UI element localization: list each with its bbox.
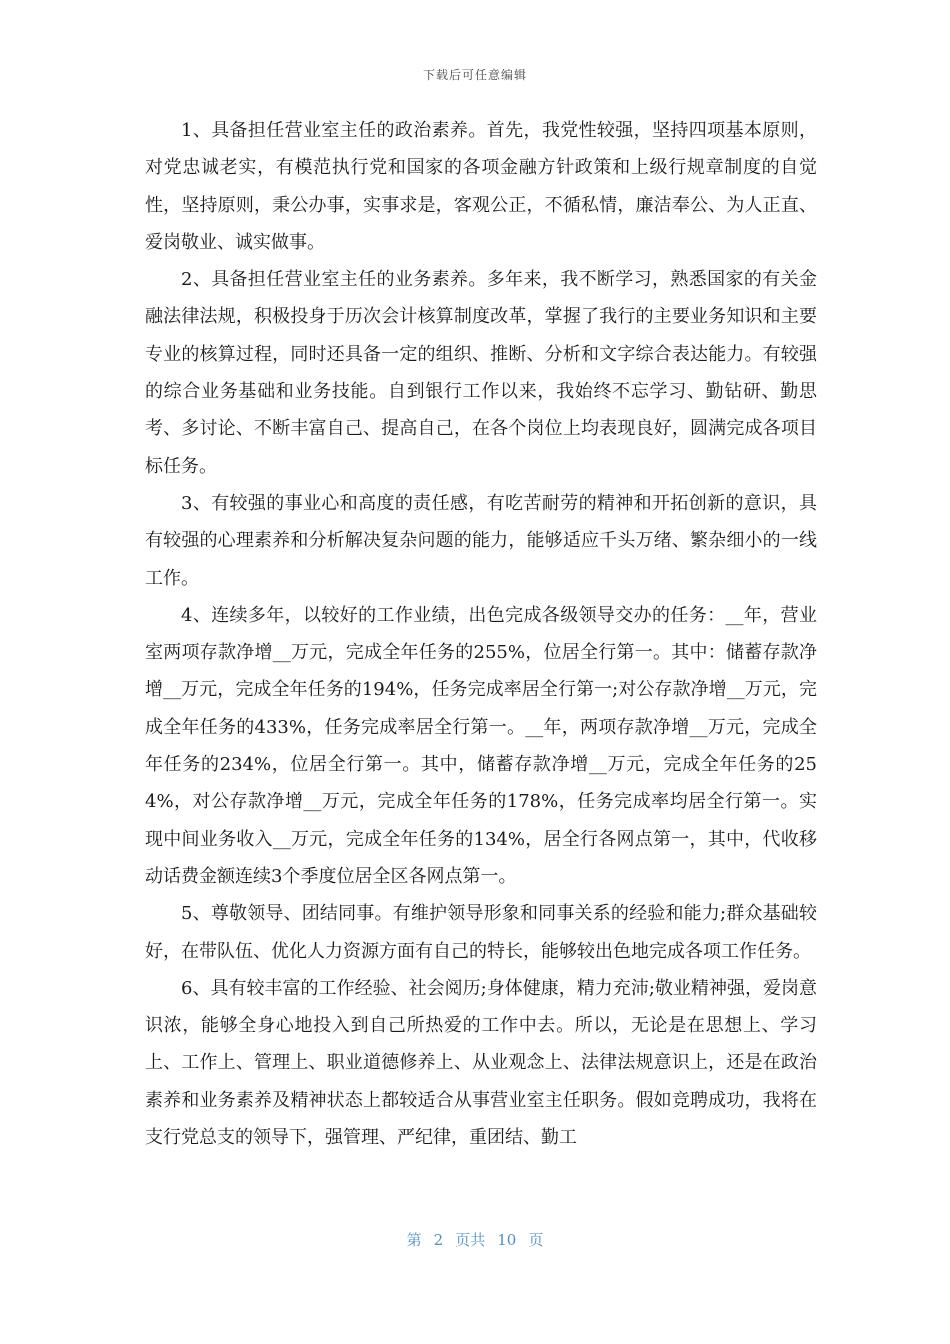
paragraph-5: 5、尊敬领导、团结同事。有维护领导形象和同事关系的经验和能力;群众基础较好，在带队伍、优化人力资源方面有自己的特长，能够较出色地完成各项工作任务。	[145, 903, 817, 962]
paragraph-1: 1、具备担任营业室主任的政治素养。首先，我党性较强，坚持四项基本原则，对党忠诚老实，有模范执行党和国家的各项金融方针政策和上级行规章制度的自觉性，坚持原则，秉公办事，实事求是，客观公正，不循私情，廉洁奉公、为人正直、爱岗敬业、诚实做事。	[145, 120, 817, 253]
header-note: 下载后可任意编辑	[422, 68, 527, 82]
paragraph-3: 3、有较强的事业心和高度的责任感，有吃苦耐劳的精神和开拓创新的意识，具有较强的心理素养和分析解决复杂问题的能力，能够适应千头万绪、繁杂细小的一线工作。	[145, 492, 817, 589]
footer-suffix: 页	[528, 1231, 544, 1249]
paragraph-4: 4、连续多年，以较好的工作业绩，出色完成各级领导交办的任务：__年，营业室两项存款净增__万元，完成全年任务的255%，位居全行第一。其中：储蓄存款净增__万元，完成全年任务的194%，任务完成率居全行第一;对公存款净增__万元，完成全年任务的433%，任务完成率居全行第一。__年，两项存款净增__万元，完成全年任务的234%，位居全行第一。其中，储蓄存款净增__万元，完成全年任务的254%，对公存款净增__万元，完成全年任务的178%，任务完成率均居全行第一。实现中间业务收入__万元，完成全年任务的134%，居全行各网点第一，其中，代收移动话费金额连续3个季度位居全区各网点第一。	[145, 604, 817, 887]
page-footer	[0, 1229, 950, 1250]
footer-page-number: 2	[433, 1231, 444, 1249]
document-body	[145, 112, 817, 1156]
footer-middle: 页共	[455, 1231, 486, 1249]
paragraph-2: 2、具备担任营业室主任的业务素养。多年来，我不断学习，熟悉国家的有关金融法律法规，积极投身于历次会计核算制度改革，掌握了我行的主要业务知识和主要专业的核算过程，同时还具备一定的组织、推断、分析和文字综合表达能力。有较强的综合业务基础和业务技能。自到银行工作以来，我始终不忘学习、勤钻研、勤思考、多讨论、不断丰富自己、提高自己，在各个岗位上均表现良好，圆满完成各项目标任务。	[145, 269, 817, 477]
footer-prefix: 第	[406, 1231, 422, 1249]
footer-total-pages: 10	[497, 1231, 517, 1249]
paragraph-6: 6、具有较丰富的工作经验、社会阅历;身体健康，精力充沛;敬业精神强，爱岗意识浓，能够全身心地投入到自己所热爱的工作中去。所以，无论是在思想上、学习上、工作上、管理上、职业道德修养上、从业观念上、法律法规意识上，还是在政治素养和业务素养及精神状态上都较适合从事营业室主任职务。假如竞聘成功，我将在支行党总支的领导下，强管理、严纪律，重团结、勤工	[145, 977, 817, 1149]
